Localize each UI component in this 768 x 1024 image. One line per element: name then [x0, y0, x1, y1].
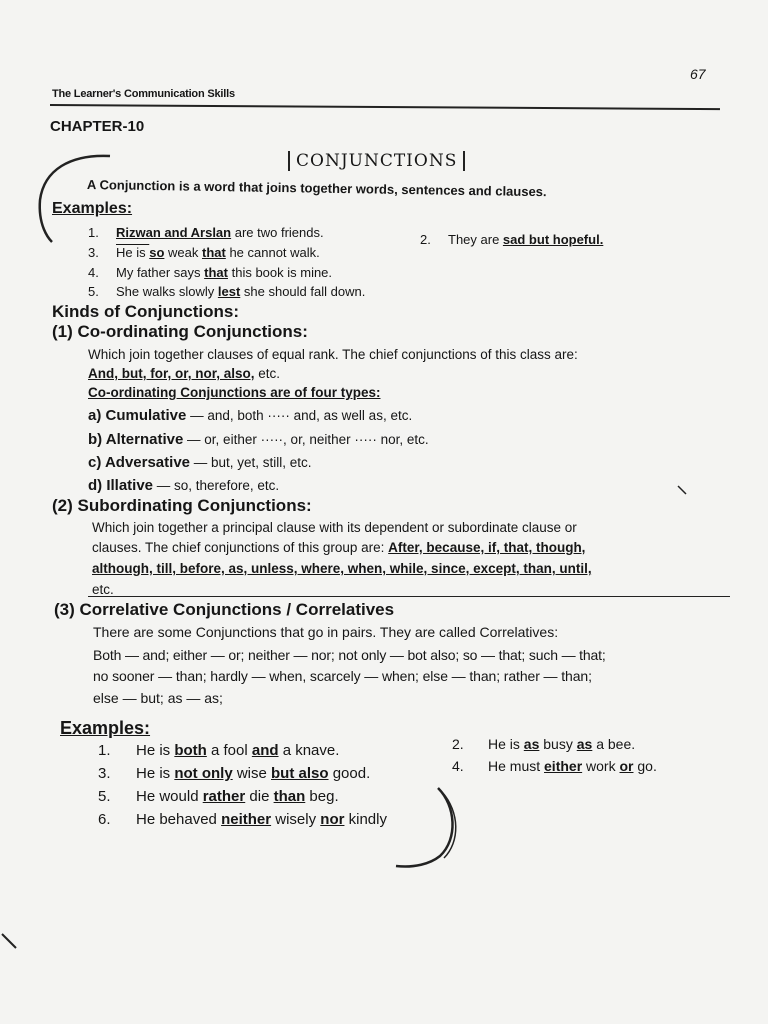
- example-item: 4. My father says that this book is mine.: [88, 265, 333, 280]
- page-number: 67: [690, 66, 706, 82]
- header-rule: [50, 104, 720, 110]
- stray-mark: [0, 930, 20, 954]
- subordinating-desc: Which join together a principal clause with its dependent or subordinate clause or: [92, 520, 577, 535]
- type-item: a) Cumulative — and, both ····· and, as well as, etc.: [88, 407, 413, 424]
- subordinating-list: although, till, before, as, unless, where, when, while, since, except, than, until,: [92, 561, 592, 576]
- subordinating-etc: etc.: [92, 582, 114, 597]
- chapter-title: CONJUNCTIONS: [288, 151, 465, 171]
- example-item: 3. He is so weak that he cannot walk.: [88, 245, 320, 260]
- example-item: 1. He is both a fool and a knave.: [98, 742, 340, 759]
- example-item: 6. He behaved neither wisely nor kindly: [98, 811, 387, 828]
- pen-bracket-right: [390, 784, 470, 874]
- example-item: 4. He must either work or go.: [452, 758, 657, 774]
- coordinating-types-heading: Co-ordinating Conjunctions are of four types:: [88, 385, 381, 400]
- coordinating-list: And, but, for, or, nor, also, etc.: [88, 366, 281, 381]
- examples-heading: Examples:: [52, 200, 133, 217]
- type-item: c) Adversative — but, yet, still, etc.: [88, 454, 312, 471]
- subordinating-heading: (2) Subordinating Conjunctions:: [52, 496, 312, 515]
- stray-mark: [676, 482, 692, 498]
- example-item: 3. He is not only wise but also good.: [98, 765, 371, 782]
- correlative-pairs-1: Both — and; either — or; neither — nor; not only — bot also; so — that; such — that;: [93, 647, 606, 663]
- chapter-label: CHAPTER-10: [50, 118, 145, 135]
- example-item: 1. Rizwan and Arslan are two friends.: [88, 225, 324, 240]
- kinds-heading: Kinds of Conjunctions:: [52, 302, 239, 321]
- example-item: 2. He is as busy as a bee.: [452, 736, 636, 752]
- type-item: d) Illative — so, therefore, etc.: [88, 477, 280, 494]
- correlative-pairs-2: no sooner — than; hardly — when, scarcely — when; else — than; rather — than;: [93, 668, 592, 684]
- coordinating-heading: (1) Co-ordinating Conjunctions:: [52, 322, 308, 341]
- definition: A Conjunction is a word that joins together words, sentences and clauses.: [86, 177, 547, 200]
- example-item: 5. He would rather die than beg.: [98, 788, 339, 805]
- examples-heading-2: Examples:: [60, 718, 151, 738]
- subordinating-desc-2: clauses. The chief conjunctions of this group are: After, because, if, that, though,: [92, 540, 586, 555]
- example-item: 2. They are sad but hopeful.: [420, 232, 604, 247]
- example-item: 5. She walks slowly lest she should fall down.: [88, 284, 366, 299]
- type-item: b) Alternative — or, either ·····, or, neither ····· nor, etc.: [88, 431, 429, 448]
- correlative-heading: (3) Correlative Conjunctions / Correlatives: [54, 600, 395, 619]
- correlative-pairs-3: else — but; as — as;: [93, 690, 223, 706]
- correlative-desc: There are some Conjunctions that go in pairs. They are called Correlatives:: [93, 624, 559, 640]
- book-header: The Learner's Communication Skills: [52, 88, 235, 100]
- coordinating-desc: Which join together clauses of equal rank. The chief conjunctions of this class are:: [88, 347, 578, 362]
- section-rule: [88, 596, 730, 597]
